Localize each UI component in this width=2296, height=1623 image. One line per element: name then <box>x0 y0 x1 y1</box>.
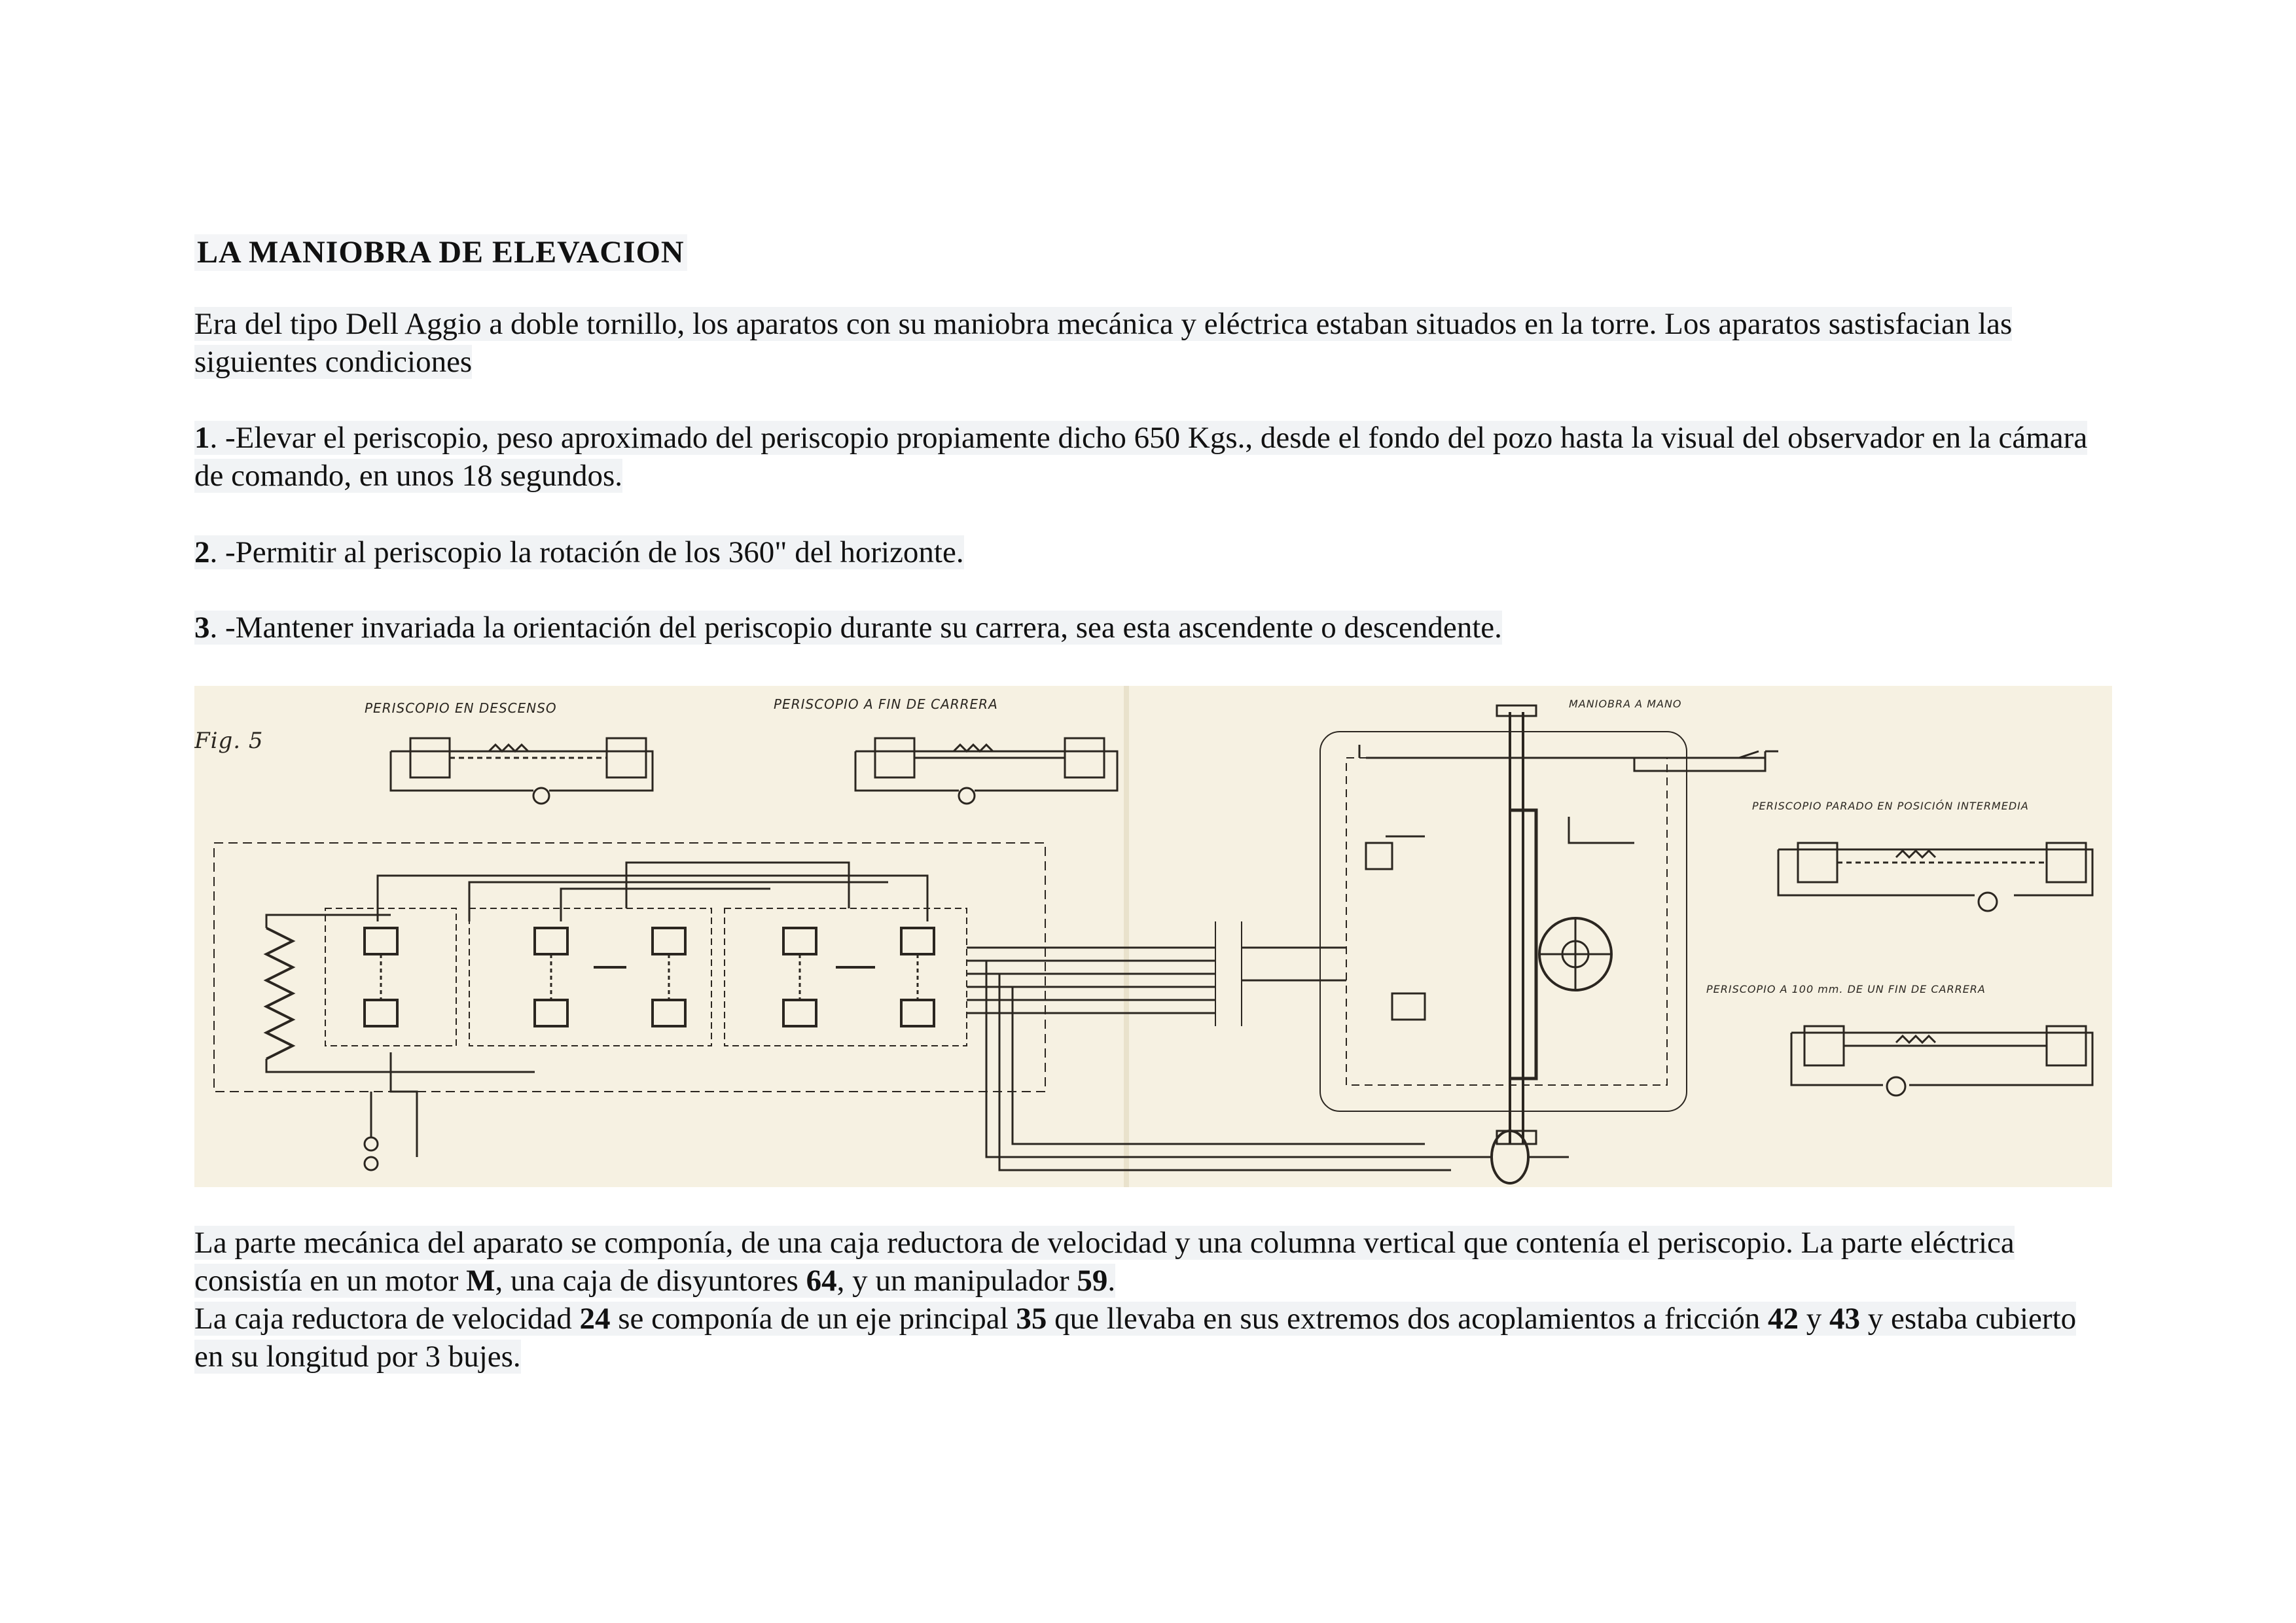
condition-number: 1 <box>194 421 210 455</box>
mech-text: , y un manipulador <box>836 1264 1077 1298</box>
condition-2 <box>194 533 2106 571</box>
schematic-parado <box>1778 843 2092 911</box>
gearbox-ref: 24 <box>579 1302 611 1336</box>
mech-text: La parte mecánica del aparato se componía, de una caja reductora de velocidad y una columna vertical que contenía el periscopio. La parte eléctrica consistía en un motor <box>194 1226 2015 1298</box>
elevation-wiring-diagram <box>194 686 2112 1187</box>
breaker-box-ref: 64 <box>806 1264 837 1298</box>
coupling-ref: 42 <box>1767 1302 1799 1336</box>
condition-3 <box>194 609 2106 647</box>
gear-text: se componía de un eje principal <box>610 1302 1016 1336</box>
diagram-drawing <box>194 686 2112 1187</box>
mech-text: , una caja de disyuntores <box>495 1264 806 1298</box>
gear-text: y <box>1798 1302 1829 1336</box>
coupling-ref: 43 <box>1829 1302 1860 1336</box>
caption-parado: PERISCOPIO PARADO EN POSICIÓN INTERMEDIA <box>1752 800 2029 812</box>
gear-text: La caja reductora de velocidad <box>194 1302 580 1336</box>
intro-paragraph <box>194 305 2106 381</box>
gear-text: y estaba cubierto en su longitud por 3 bujes. <box>194 1302 2077 1374</box>
manipulator-ref: 59 <box>1077 1264 1108 1298</box>
gear-text: que llevaba en sus extremos dos acoplamientos a fricción <box>1047 1302 1768 1336</box>
condition-text: . -Mantener invariada la orientación del periscopio durante su carrera, sea esta ascendente o descendente. <box>209 611 1502 645</box>
page-title: LA MANIOBRA DE ELEVACION <box>194 234 687 271</box>
caption-fin-carrera: PERISCOPIO A FIN DE CARRERA <box>774 696 998 712</box>
condition-text: . -Elevar el periscopio, peso aproximado del periscopio propiamente dicho 650 Kgs., desde el fondo del pozo hasta la visual del observador en la cámara de comando, en unos 18 segundos. <box>194 421 2088 493</box>
condition-number: 2 <box>194 535 210 569</box>
shaft-ref: 35 <box>1016 1302 1047 1336</box>
intro-text: Era del tipo Dell Aggio a doble tornillo, los aparatos con su maniobra mecánica y eléctrica estaban situados en la torre. Los aparatos sastisfacian las siguientes condiciones <box>194 307 2013 379</box>
caption-100mm: PERISCOPIO A 100 mm. DE UN FIN DE CARRERA <box>1706 983 1986 995</box>
schematic-descenso <box>391 738 653 804</box>
figure-label: Fig. 5 <box>194 728 264 754</box>
caption-maniobra-mano: MANIOBRA A MANO <box>1569 698 1682 710</box>
motor-ref: M <box>466 1264 495 1298</box>
schematic-fin-carrera <box>855 738 1117 804</box>
mechanical-paragraph <box>194 1224 2106 1376</box>
condition-1 <box>194 419 2106 495</box>
condition-text: . -Permitir al periscopio la rotación de los 360" del horizonte. <box>209 535 964 569</box>
schematic-100mm <box>1791 1026 2092 1096</box>
caption-descenso: PERISCOPIO EN DESCENSO <box>365 700 557 716</box>
condition-number: 3 <box>194 611 210 645</box>
mech-text: . <box>1107 1264 1116 1298</box>
